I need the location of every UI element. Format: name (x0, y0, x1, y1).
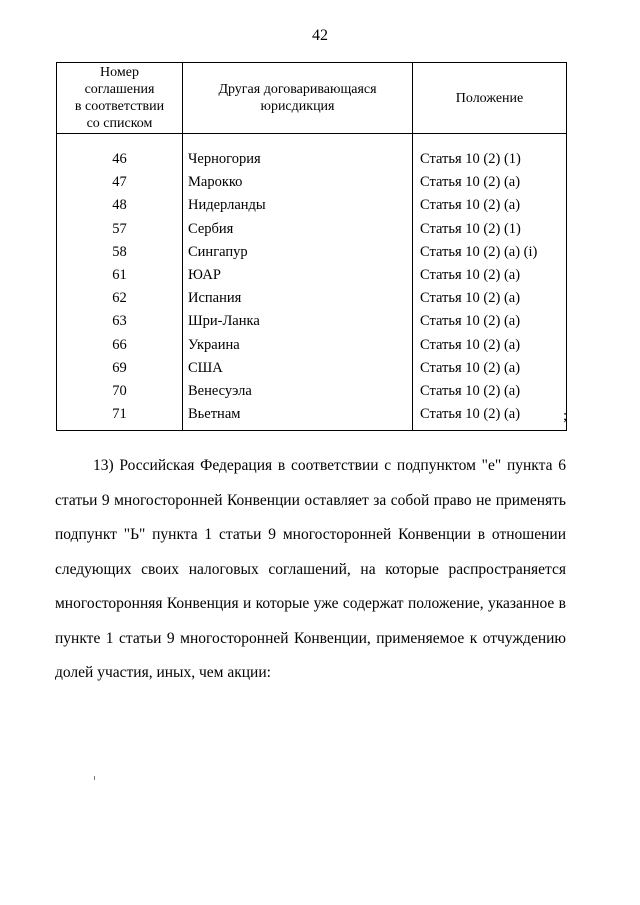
cell-provision: Статья 10 (2) (1) (413, 148, 567, 171)
cell-number: 48 (57, 194, 183, 217)
table-row (57, 148, 567, 171)
cell-provision: Статья 10 (2) (а) (413, 287, 567, 310)
table-trailing-semicolon: ; (563, 408, 568, 424)
cell-number: 62 (57, 287, 183, 310)
cell-number: 70 (57, 380, 183, 403)
cell-number: 66 (57, 334, 183, 357)
table-row (57, 334, 567, 357)
cell-provision: Статья 10 (2) (1) (413, 218, 567, 241)
cell-jurisdiction: США (183, 357, 413, 380)
table-row (57, 310, 567, 333)
cell-provision: Статья 10 (2) (а) (413, 194, 567, 217)
table-row (57, 287, 567, 310)
cell-number: 61 (57, 264, 183, 287)
header-provision: Положение (413, 63, 567, 134)
cell-jurisdiction: ЮАР (183, 264, 413, 287)
scan-mark (94, 776, 95, 780)
table-row (57, 264, 567, 287)
page-number: 42 (312, 27, 328, 44)
table-row (57, 357, 567, 380)
cell-provision: Статья 10 (2) (а) (413, 380, 567, 403)
cell-provision: Статья 10 (2) (а) (413, 403, 567, 431)
table-header-row (57, 63, 567, 134)
body-paragraph: 13) Российская Федерация в соответствии с подпунктом "е" пункта 6 статьи 9 многосторонней Конвенции оставляет за собой право не применять подпункт "Ь" пункта 1 статьи 9 многосторонней Конвенции в отношении следующих своих налоговых соглашений, на которые распространяется многосторонняя Конвенция и которые уже содержат положение, указанное в пункте 1 статьи 9 многосторонней Конвенции, применяемое к отчуждению долей участия, иных, чем акции: (55, 457, 566, 681)
cell-jurisdiction: Вьетнам (183, 403, 413, 431)
table-row (57, 403, 567, 431)
cell-provision: Статья 10 (2) (а) (413, 334, 567, 357)
cell-jurisdiction: Марокко (183, 171, 413, 194)
agreements-table (56, 62, 567, 431)
cell-provision: Статья 10 (2) (а) (413, 357, 567, 380)
cell-provision: Статья 10 (2) (а) (413, 310, 567, 333)
table-row (57, 171, 567, 194)
cell-number: 58 (57, 241, 183, 264)
cell-jurisdiction: Сербия (183, 218, 413, 241)
cell-jurisdiction: Шри-Ланка (183, 310, 413, 333)
table-spacer-row (57, 134, 567, 149)
cell-number: 71 (57, 403, 183, 431)
cell-provision: Статья 10 (2) (а) (i) (413, 241, 567, 264)
table-row (57, 380, 567, 403)
cell-provision: Статья 10 (2) (а) (413, 264, 567, 287)
cell-jurisdiction: Испания (183, 287, 413, 310)
cell-jurisdiction: Черногория (183, 148, 413, 171)
cell-number: 46 (57, 148, 183, 171)
cell-jurisdiction: Нидерланды (183, 194, 413, 217)
cell-number: 69 (57, 357, 183, 380)
cell-jurisdiction: Сингапур (183, 241, 413, 264)
cell-number: 63 (57, 310, 183, 333)
cell-number: 47 (57, 171, 183, 194)
table-row (57, 241, 567, 264)
cell-jurisdiction: Венесуэла (183, 380, 413, 403)
header-jurisdiction: Другая договаривающаяся юрисдикция (183, 63, 413, 134)
table-row (57, 194, 567, 217)
cell-jurisdiction: Украина (183, 334, 413, 357)
cell-provision: Статья 10 (2) (а) (413, 171, 567, 194)
header-agreement-number: Номер соглашения в соответствии со списком (57, 63, 183, 134)
cell-number: 57 (57, 218, 183, 241)
table-row (57, 218, 567, 241)
